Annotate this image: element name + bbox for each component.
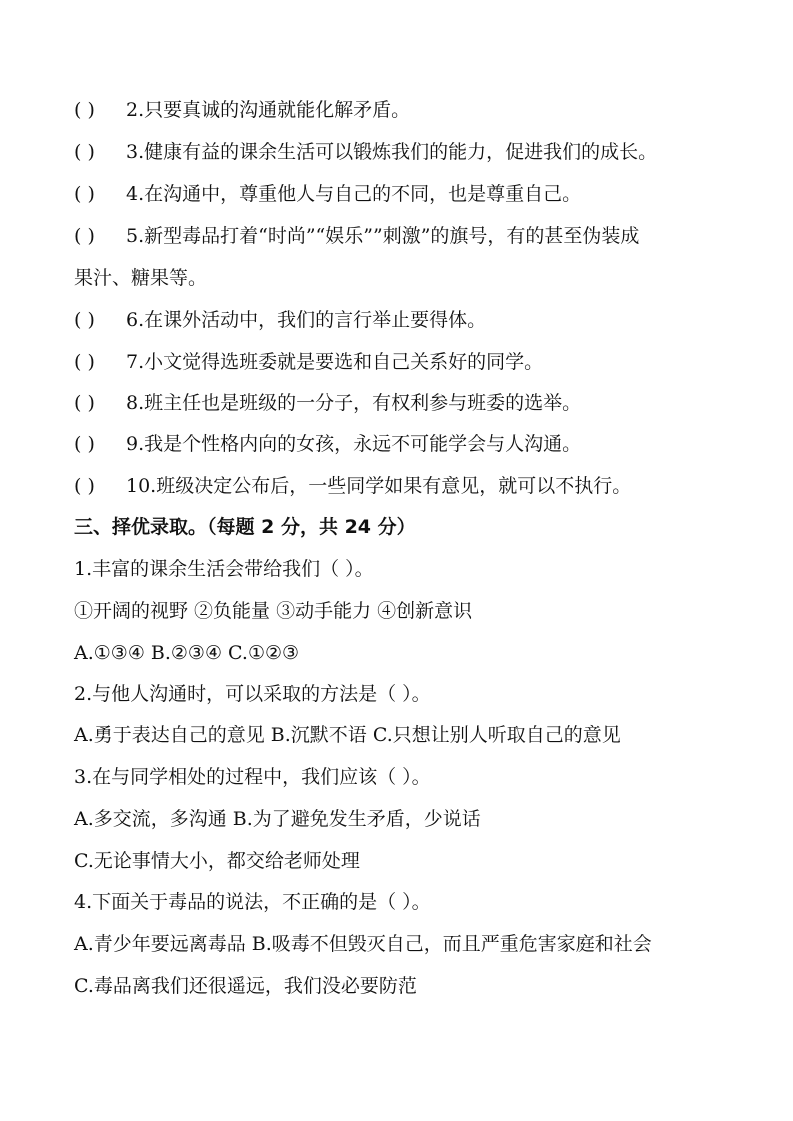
answer-bracket: ( ): [74, 183, 95, 205]
answer-bracket: ( ): [74, 392, 95, 414]
judgement-item-9: [74, 431, 754, 457]
judgement-item-5-continued: [74, 265, 754, 291]
judgement-item-4: [74, 181, 754, 207]
judgement-item-10: [74, 473, 754, 499]
question-3-choices-ab: A.多交流，多沟通 B.为了避免发生矛盾，少说话: [74, 808, 481, 830]
answer-bracket: ( ): [74, 141, 95, 163]
question-1-stem: 1.丰富的课余生活会带给我们（ ）。: [74, 558, 374, 580]
judgement-text: 3.健康有益的课余生活可以锻炼我们的能力，促进我们的成长。: [126, 141, 658, 163]
judgement-item-7: [74, 349, 754, 375]
judgement-text: 7.小文觉得选班委就是要选和自己关系好的同学。: [126, 351, 544, 373]
judgement-text: 8.班主任也是班级的一分子，有权利参与班委的选举。: [126, 392, 582, 414]
answer-bracket: ( ): [74, 99, 95, 121]
answer-bracket: ( ): [74, 433, 95, 455]
judgement-text: 6.在课外活动中，我们的言行举止要得体。: [126, 309, 487, 331]
answer-bracket: ( ): [74, 225, 95, 247]
judgement-text: 4.在沟通中，尊重他人与自己的不同，也是尊重自己。: [126, 183, 582, 205]
judgement-item-5: [74, 223, 754, 249]
judgement-text: 2.只要真诚的沟通就能化解矛盾。: [126, 99, 411, 121]
question-4-choice-c: C.毒品离我们还很遥远，我们没必要防范: [74, 975, 417, 997]
judgement-item-2: [74, 97, 754, 123]
question-3-stem: 3.在与同学相处的过程中，我们应该（ ）。: [74, 766, 431, 788]
judgement-text: 5.新型毒品打着“时尚”“娱乐””刺激”的旗号，有的甚至伪装成: [126, 225, 640, 247]
question-2-stem: 2.与他人沟通时，可以采取的方法是（ ）。: [74, 683, 431, 705]
question-3-choice-c: C.无论事情大小，都交给老师处理: [74, 850, 360, 872]
question-4-stem: 4.下面关于毒品的说法，不正确的是（ ）。: [74, 891, 431, 913]
question-1-options: ①开阔的视野 ②负能量 ③动手能力 ④创新意识: [74, 600, 473, 622]
question-1-choices: A.①③④ B.②③④ C.①②③: [74, 642, 300, 664]
judgement-item-6: [74, 307, 754, 333]
answer-bracket: ( ): [74, 475, 95, 497]
judgement-item-3: [74, 139, 754, 165]
question-2-choices: A.勇于表达自己的意见 B.沉默不语 C.只想让别人听取自己的意见: [74, 724, 621, 746]
question-4-choices-ab: A.青少年要远离毒品 B.吸毒不但毁灭自己，而且严重危害家庭和社会: [74, 933, 652, 955]
judgement-text: 10.班级决定公布后，一些同学如果有意见，就可以不执行。: [126, 475, 632, 497]
judgement-item-8: [74, 390, 754, 416]
answer-bracket: ( ): [74, 309, 95, 331]
judgement-text: 果汁、糖果等。: [74, 267, 208, 289]
section-title: 三、择优录取。（每题 2 分，共 24 分）: [74, 516, 416, 538]
judgement-text: 9.我是个性格内向的女孩，永远不可能学会与人沟通。: [126, 433, 582, 455]
answer-bracket: ( ): [74, 351, 95, 373]
